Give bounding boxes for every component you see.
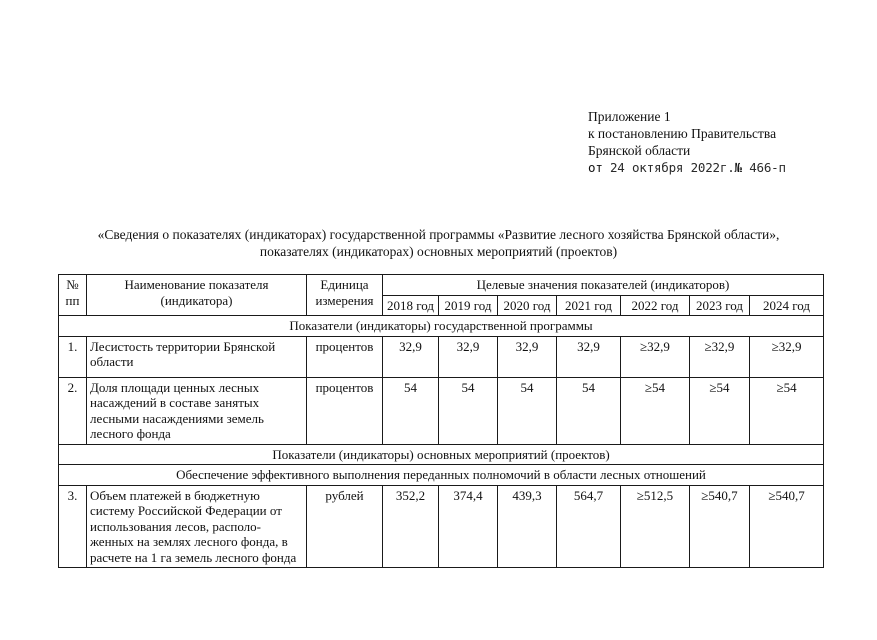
row-name: Доля площади ценных лесных насаждений в составе занятых лесными насаждениями земель лесного фонда [87,377,307,444]
row-value: 439,3 [498,485,557,568]
row-value: ≥54 [621,377,690,444]
header-unit: Единица измерения [307,275,383,316]
appendix-region: Брянской области [588,143,691,158]
row-name: Лесистость территории Брянской области [87,336,307,377]
header-year: 2020 год [498,295,557,316]
header-row-1 [59,275,824,296]
row-unit: процентов [307,377,383,444]
indicators-table [58,274,824,568]
row-value: ≥540,7 [690,485,750,568]
row-value: 564,7 [557,485,621,568]
row-num: 3. [59,485,87,568]
row-value: ≥54 [750,377,824,444]
header-year: 2022 год [621,295,690,316]
row-value: 32,9 [557,336,621,377]
row-value: 54 [383,377,439,444]
row-value: 32,9 [383,336,439,377]
row-value: ≥32,9 [750,336,824,377]
table-row [59,485,824,568]
row-value: ≥540,7 [750,485,824,568]
row-value: 32,9 [439,336,498,377]
header-year: 2018 год [383,295,439,316]
decree-date: 24 октября 2022г. [609,160,735,175]
row-value: 352,2 [383,485,439,568]
row-value: ≥32,9 [621,336,690,377]
subsection-title: Обеспечение эффективного выполнения переданных полномочий в области лесных отношений [59,465,824,486]
date-prefix: от [588,160,610,175]
row-unit: рублей [307,485,383,568]
appendix-date-line [588,159,786,176]
row-value: 374,4 [439,485,498,568]
header-year: 2021 год [557,295,621,316]
row-value: ≥32,9 [690,336,750,377]
row-value: 54 [498,377,557,444]
header-num: № пп [59,275,87,316]
table-row [59,377,824,444]
header-year: 2023 год [690,295,750,316]
appendix-title: Приложение 1 [588,109,671,124]
section-row-activities [59,444,824,465]
row-num: 2. [59,377,87,444]
table-row [59,336,824,377]
document-title-line-1: «Сведения о показателях (индикаторах) государственной программы «Развитие лесного хозяйства Брянской области», [97,227,780,242]
header-name: Наименование показателя (индикатора) [87,275,307,316]
document-title [50,226,827,260]
decree-number: 466-п [749,160,786,175]
number-prefix: № [734,160,750,175]
row-value: 54 [557,377,621,444]
header-year: 2024 год [750,295,824,316]
row-value: 54 [439,377,498,444]
appendix-block [588,108,786,176]
section-row-program [59,316,824,337]
row-unit: процентов [307,336,383,377]
section-title: Показатели (индикаторы) основных мероприятий (проектов) [59,444,824,465]
section-row-subsection [59,465,824,486]
document-title-line-2: показателях (индикаторах) основных мероприятий (проектов) [259,244,618,259]
section-title: Показатели (индикаторы) государственной программы [59,316,824,337]
row-value: ≥54 [690,377,750,444]
header-year: 2019 год [439,295,498,316]
row-name: Объем платежей в бюджетную систему Российской Федерации от использования лесов, располо-женных на землях лесного фонда, в расчете на 1 га земель лесного фонда [87,485,307,568]
appendix-decree-ref: к постановлению Правительства [588,126,777,141]
header-targets: Целевые значения показателей (индикаторов) [383,275,824,296]
row-value: 32,9 [498,336,557,377]
row-value: ≥512,5 [621,485,690,568]
row-num: 1. [59,336,87,377]
